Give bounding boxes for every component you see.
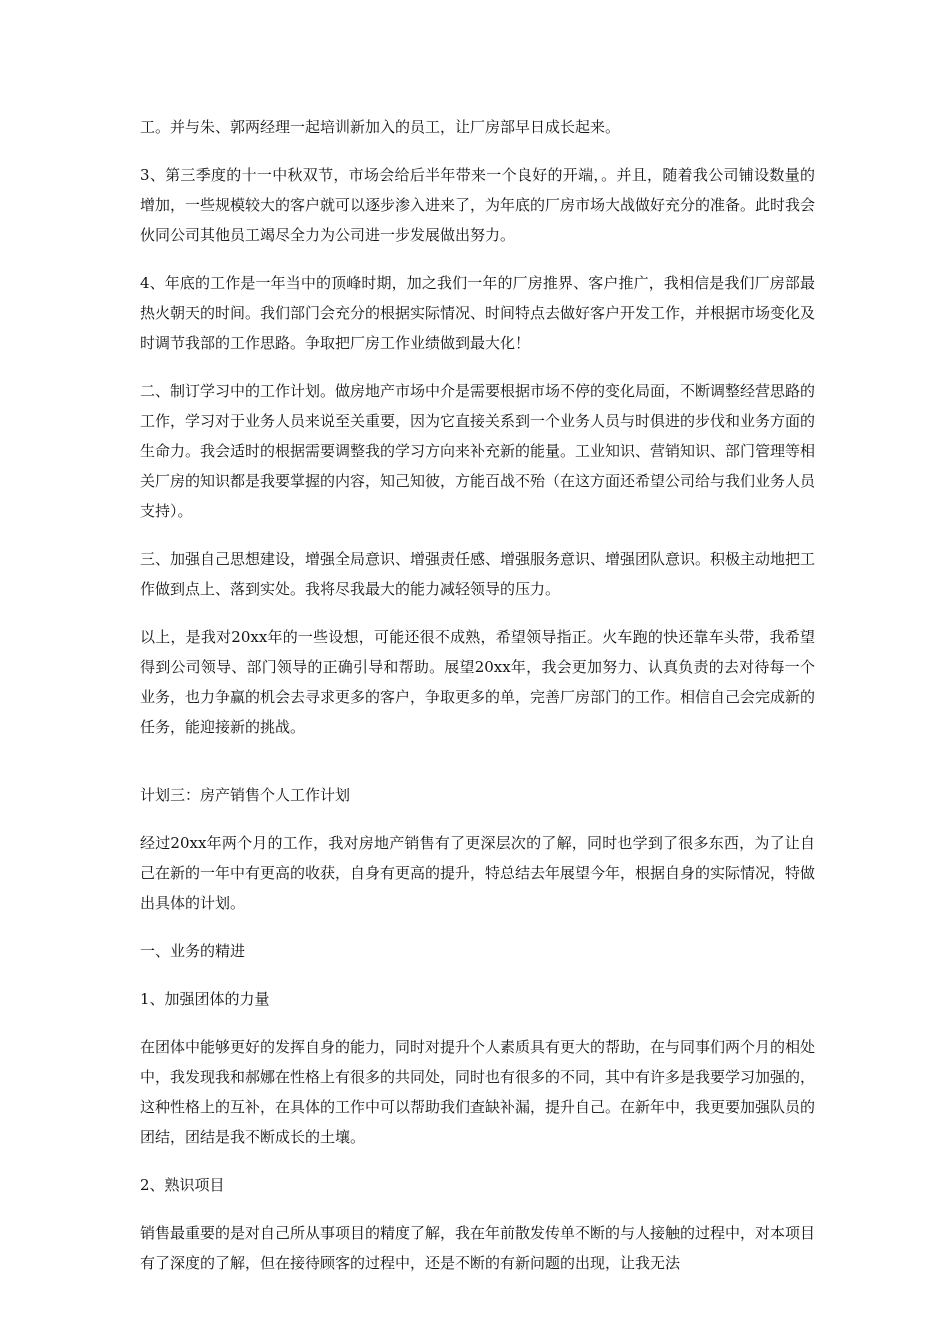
paragraph-q3-plan: 3、第三季度的十一中秋双节，市场会给后半年带来一个良好的开端，。并且，随着我公司铺设数量的增加，一些规模较大的客户就可以逐步渗入进来了，为年底的厂房市场大战做好充分的准备。此时我会伙同公司其他员工竭尽全力为公司进一步发展做出努力。 — [140, 166, 816, 244]
heading-project: 2、熟识项目 — [140, 1176, 225, 1194]
paragraph-ideology: 三、加强自己思想建设，增强全局意识、增强责任感、增强服务意识、增强团队意识。积极主动地把工作做到点上、落到实处。我将尽我最大的能力减轻领导的压力。 — [140, 550, 816, 598]
paragraph-continuation: 工。并与朱、郭两经理一起培训新加入的员工，让厂房部早日成长起来。 — [140, 118, 621, 136]
paragraph-project: 销售最重要的是对自己所从事项目的精度了解，我在年前散发传单不断的与人接触的过程中，对本项目有了深度的了解，但在接待顾客的过程中，还是不断的有新问题的出现，让我无法 — [140, 1224, 816, 1272]
paragraph-year-end-plan: 4、年底的工作是一年当中的顶峰时期，加之我们一年的厂房推界、客户推广，我相信是我们厂房部最热火朝天的时间。我们部门会充分的根据实际情况、时间特点去做好客户开发工作，并根据市场变化及时调节我部的工作思路。争取把厂房工作业绩做到最大化！ — [140, 274, 816, 352]
section-title-plan-three: 计划三：房产销售个人工作计划 — [140, 786, 351, 804]
paragraph-conclusion: 以上，是我对20xx年的一些设想，可能还很不成熟，希望领导指正。火车跑的快还靠车头带，我希望得到公司领导、部门领导的正确引导和帮助。展望20xx年，我会更加努力、认真负责的去对待每一个业务，也力争赢的机会去寻求更多的客户，争取更多的单，完善厂房部门的工作。相信自己会完成新的任务，能迎接新的挑战。 — [140, 628, 816, 736]
paragraph-study-plan: 二、制订学习中的工作计划。做房地产市场中介是需要根据市场不停的变化局面，不断调整经营思路的工作，学习对于业务人员来说至关重要，因为它直接关系到一个业务人员与时俱进的步伐和业务方面的生命力。我会适时的根据需要调整我的学习方向来补充新的能量。工业知识、营销知识、部门管理等相关厂房的知识都是我要掌握的内容，知己知彼，方能百战不殆（在这方面还希望公司给与我们业务人员支持）。 — [140, 382, 816, 520]
paragraph-intro: 经过20xx年两个月的工作，我对房地产销售有了更深层次的了解，同时也学到了很多东西，为了让自己在新的一年中有更高的收获，自身有更高的提升，特总结去年展望今年，根据自身的实际情况，特做出具体的计划。 — [140, 834, 816, 912]
document-page — [140, 112, 815, 1296]
heading-business: 一、业务的精进 — [140, 942, 246, 960]
paragraph-team: 在团体中能够更好的发挥自身的能力，同时对提升个人素质具有更大的帮助，在与同事们两个月的相处中，我发现我和郝娜在性格上有很多的共同处，同时也有很多的不同，其中有许多是我要学习加强的，这种性格上的互补，在具体的工作中可以帮助我们查缺补漏，提升自己。在新年中，我更要加强队员的团结，团结是我不断成长的土壤。 — [140, 1038, 816, 1146]
heading-team: 1、加强团体的力量 — [140, 990, 270, 1008]
